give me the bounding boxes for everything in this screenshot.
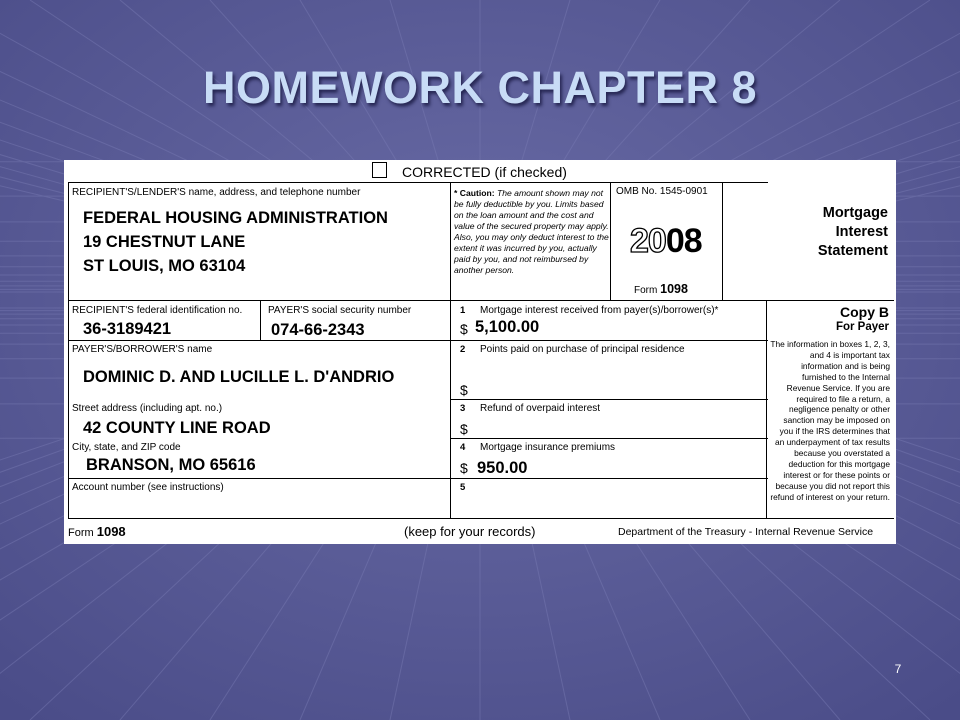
- tax-year-suffix: 08: [665, 222, 702, 260]
- box-3-number: 3: [460, 403, 466, 414]
- box-4-label: Mortgage insurance premiums: [480, 442, 616, 453]
- payer-name-value[interactable]: DOMINIC D. AND LUCILLE L. D'ANDRIO: [83, 368, 395, 386]
- box-3-dollar: $: [460, 421, 468, 437]
- form-number-top-value: 1098: [660, 282, 688, 296]
- box-2-label: Points paid on purchase of principal residence: [480, 344, 685, 355]
- form-number-bottom-value: 1098: [96, 524, 126, 539]
- box-5-number: 5: [460, 482, 466, 493]
- city-label: City, state, and ZIP code: [72, 442, 181, 453]
- recipient-name-label: RECIPIENT'S/LENDER'S name, address, and telephone number: [72, 187, 361, 198]
- box-2-number: 2: [460, 344, 466, 355]
- city-value[interactable]: BRANSON, MO 65616: [86, 456, 256, 474]
- department-note: Department of the Treasury - Internal Revenue Service: [618, 526, 874, 538]
- recipient-line-2[interactable]: 19 CHESTNUT LANE: [83, 233, 246, 251]
- irs-notice: The information in boxes 1, 2, 3, and 4 is important tax information and is being furnished to the Internal Revenue Service. If you are required to file a return, a negligence penalty or other sanction may be imposed on you if the IRS determines that an underpayment of tax results because you overstated a deduction for this mortgage interest or for these points or because you did not report this refund of interest on your return.: [770, 339, 890, 502]
- statement-line-2: Interest: [835, 224, 888, 240]
- form-number-bottom: [68, 524, 126, 539]
- form-number-top: [634, 282, 688, 296]
- caution-label: * Caution:: [454, 188, 495, 198]
- box-1-label: Mortgage interest received from payer(s)/borrower(s)*: [480, 305, 719, 316]
- caution-body: The amount shown may not be fully deductible by you. Limits based on the loan amount and the cost and value of the secured property may apply. Also, you may only deduct interest to the extent it was incurred by you, actually paid by you, and not reimbursed by another person.: [454, 188, 609, 275]
- box-1-value[interactable]: 5,100.00: [475, 318, 540, 336]
- page-number: 7: [894, 662, 902, 676]
- recipient-id-label: RECIPIENT'S federal identification no.: [72, 305, 243, 316]
- tax-year: [630, 222, 702, 261]
- form-label-top: Form: [634, 285, 658, 296]
- tax-year-prefix: 20: [630, 222, 666, 260]
- caution-text: [454, 188, 610, 276]
- payer-ssn-value[interactable]: 074-66-2343: [271, 321, 365, 339]
- box-1-dollar: $: [460, 321, 468, 337]
- box-4-value[interactable]: 950.00: [477, 459, 528, 477]
- box-4-dollar: $: [460, 460, 468, 476]
- statement-title: [764, 204, 888, 261]
- form-1098: [64, 160, 896, 544]
- box-4-number: 4: [460, 442, 466, 453]
- statement-line-3: Statement: [817, 243, 888, 259]
- street-label: Street address (including apt. no.): [72, 403, 223, 414]
- box-1-number: 1: [460, 305, 466, 316]
- recipient-line-3[interactable]: ST LOUIS, MO 63104: [83, 257, 246, 275]
- account-label: Account number (see instructions): [72, 482, 224, 493]
- payer-ssn-label: PAYER'S social security number: [268, 305, 412, 316]
- slide-title: HOMEWORK CHAPTER 8: [202, 62, 757, 113]
- copy-b-label: Copy B: [840, 304, 889, 320]
- recipient-line-1[interactable]: FEDERAL HOUSING ADMINISTRATION: [83, 209, 388, 227]
- corrected-label: CORRECTED (if checked): [402, 164, 567, 180]
- corrected-checkbox[interactable]: [372, 162, 387, 178]
- form-label-bottom: Form: [68, 527, 94, 539]
- omb-number: OMB No. 1545-0901: [616, 186, 708, 197]
- box-3-label: Refund of overpaid interest: [480, 403, 601, 414]
- recipient-id-value[interactable]: 36-3189421: [83, 320, 172, 338]
- keep-records-note: (keep for your records): [404, 524, 536, 539]
- payer-name-label: PAYER'S/BORROWER'S name: [72, 344, 213, 355]
- street-value[interactable]: 42 COUNTY LINE ROAD: [83, 419, 271, 437]
- box-2-dollar: $: [460, 382, 468, 398]
- for-payer-label: For Payer: [835, 321, 889, 333]
- statement-line-1: Mortgage: [822, 205, 888, 221]
